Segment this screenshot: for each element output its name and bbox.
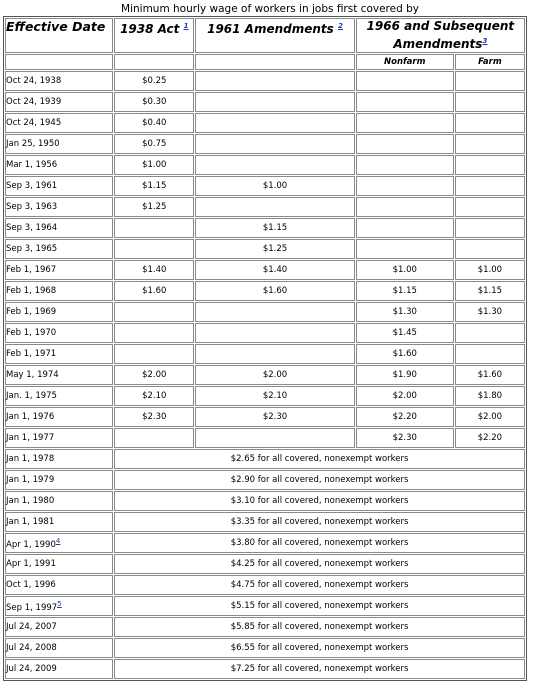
subheader-row [5, 54, 525, 70]
table-row [5, 533, 525, 553]
table-row [5, 554, 525, 574]
nonfarm-cell [356, 176, 454, 196]
effective-date-cell: Sep 3, 1961 [5, 176, 113, 196]
effective-date-cell: Jan 1, 1976 [5, 407, 113, 427]
effective-date-cell [5, 596, 113, 616]
table-row [5, 491, 525, 511]
table-row [5, 218, 525, 238]
all-covered-wage-cell: $2.65 for all covered, nonexempt workers [114, 449, 525, 469]
amend-1961-cell: $2.30 [195, 407, 354, 427]
effective-date-text: Jul 24, 2009 [6, 664, 57, 674]
farm-cell: $2.20 [455, 428, 525, 448]
farm-cell: $1.15 [455, 281, 525, 301]
all-covered-wage-cell: $5.15 for all covered, nonexempt workers [114, 596, 525, 616]
act-1938-cell [114, 239, 194, 259]
table-row [5, 134, 525, 154]
nonfarm-cell [356, 134, 454, 154]
farm-cell: $2.00 [455, 407, 525, 427]
all-covered-wage-cell: $3.80 for all covered, nonexempt workers [114, 533, 525, 553]
act-1938-cell: $2.30 [114, 407, 194, 427]
amend-1961-cell [195, 155, 354, 175]
table-row [5, 617, 525, 637]
table-row [5, 281, 525, 301]
act-1938-cell [114, 323, 194, 343]
effective-date-cell: May 1, 1974 [5, 365, 113, 385]
act-1938-cell: $0.25 [114, 71, 194, 91]
table-row [5, 92, 525, 112]
table-row [5, 176, 525, 196]
effective-date-text: Jan 1, 1980 [6, 496, 55, 506]
effective-date-text: Apr 1, 1991 [6, 559, 56, 569]
act-1938-cell: $0.30 [114, 92, 194, 112]
nonfarm-cell: $1.45 [356, 323, 454, 343]
header-effective-date: Effective Date [5, 18, 113, 53]
nonfarm-cell: $1.90 [356, 365, 454, 385]
effective-date-cell [5, 533, 113, 553]
amend-1961-cell [195, 134, 354, 154]
effective-date-cell [5, 554, 113, 574]
effective-date-text: Oct 1, 1996 [6, 580, 56, 590]
table-row [5, 71, 525, 91]
effective-date-cell [5, 575, 113, 595]
effective-date-cell [5, 512, 113, 532]
all-covered-wage-cell: $4.75 for all covered, nonexempt workers [114, 575, 525, 595]
table-row [5, 470, 525, 490]
effective-date-cell: Jan 25, 1950 [5, 134, 113, 154]
all-covered-wage-cell: $3.35 for all covered, nonexempt workers [114, 512, 525, 532]
farm-cell [455, 134, 525, 154]
effective-date-cell: Sep 3, 1965 [5, 239, 113, 259]
all-covered-wage-cell: $5.85 for all covered, nonexempt workers [114, 617, 525, 637]
farm-cell [455, 323, 525, 343]
effective-date-cell: Feb 1, 1969 [5, 302, 113, 322]
act-1938-cell: $2.00 [114, 365, 194, 385]
table-caption: Minimum hourly wage of workers in jobs first covered by [121, 3, 419, 15]
nonfarm-cell: $1.60 [356, 344, 454, 364]
effective-date-text: Jan 1, 1979 [6, 475, 55, 485]
amend-1961-cell [195, 197, 354, 217]
effective-date-text: Apr 1, 1990 [6, 539, 56, 550]
table-row [5, 575, 525, 595]
table-row [5, 449, 525, 469]
effective-date-cell: Sep 3, 1963 [5, 197, 113, 217]
effective-date-cell: Mar 1, 1956 [5, 155, 113, 175]
effective-date-cell: Feb 1, 1968 [5, 281, 113, 301]
all-covered-wage-cell: $6.55 for all covered, nonexempt workers [114, 638, 525, 658]
table-row [5, 659, 525, 679]
nonfarm-cell [356, 239, 454, 259]
table-row [5, 302, 525, 322]
farm-cell [455, 113, 525, 133]
effective-date-text: Jan 1, 1981 [6, 517, 55, 527]
minimum-wage-table [3, 16, 527, 681]
act-1938-cell [114, 218, 194, 238]
table-row [5, 197, 525, 217]
table-row [5, 386, 525, 406]
table-row [5, 365, 525, 385]
footnote-link-1[interactable]: 1 [183, 22, 189, 30]
table-row [5, 323, 525, 343]
amend-1961-cell: $2.00 [195, 365, 354, 385]
header-1938-act: 1938 Act $^1$ [114, 18, 194, 53]
all-covered-wage-cell: $3.10 for all covered, nonexempt workers [114, 491, 525, 511]
nonfarm-cell [356, 113, 454, 133]
table-row [5, 428, 525, 448]
effective-date-cell [5, 638, 113, 658]
effective-date-cell: Oct 24, 1939 [5, 92, 113, 112]
farm-cell: $1.30 [455, 302, 525, 322]
amend-1961-cell [195, 92, 354, 112]
farm-cell [455, 71, 525, 91]
table-row [5, 155, 525, 175]
header-farm: Farm [455, 54, 525, 70]
nonfarm-cell: $1.00 [356, 260, 454, 280]
farm-cell [455, 92, 525, 112]
nonfarm-cell: $1.15 [356, 281, 454, 301]
nonfarm-cell [356, 155, 454, 175]
nonfarm-cell [356, 218, 454, 238]
amend-1961-cell: $1.60 [195, 281, 354, 301]
table-row [5, 512, 525, 532]
act-1938-cell [114, 302, 194, 322]
header-1966-amendments: 1966 and Subsequent Amendments$^3$ [356, 18, 525, 53]
farm-cell: $1.60 [455, 365, 525, 385]
act-1938-cell: $0.75 [114, 134, 194, 154]
effective-date-cell: Feb 1, 1967 [5, 260, 113, 280]
table-row [5, 596, 525, 616]
act-1938-cell: $1.15 [114, 176, 194, 196]
nonfarm-cell [356, 197, 454, 217]
effective-date-cell: Oct 24, 1945 [5, 113, 113, 133]
effective-date-cell: Jan. 1, 1975 [5, 386, 113, 406]
footnote-link-3[interactable]: 3 [482, 37, 488, 45]
act-1938-cell: $2.10 [114, 386, 194, 406]
farm-cell [455, 176, 525, 196]
farm-cell: $1.00 [455, 260, 525, 280]
effective-date-cell: Feb 1, 1970 [5, 323, 113, 343]
amend-1961-cell [195, 113, 354, 133]
table-row [5, 638, 525, 658]
farm-cell [455, 218, 525, 238]
farm-cell [455, 239, 525, 259]
footnote-link-5[interactable]: 5 [57, 599, 62, 608]
farm-cell: $1.80 [455, 386, 525, 406]
farm-cell [455, 197, 525, 217]
act-1938-cell: $1.60 [114, 281, 194, 301]
all-covered-wage-cell: $7.25 for all covered, nonexempt workers [114, 659, 525, 679]
act-1938-cell: $1.25 [114, 197, 194, 217]
amend-1961-cell [195, 428, 354, 448]
table-row [5, 239, 525, 259]
amend-1961-cell: $1.00 [195, 176, 354, 196]
act-1938-cell: $0.40 [114, 113, 194, 133]
effective-date-cell [5, 617, 113, 637]
effective-date-cell [5, 449, 113, 469]
act-1938-cell [114, 344, 194, 364]
footnote-link-2[interactable]: 2 [338, 22, 343, 30]
effective-date-cell [5, 659, 113, 679]
act-1938-cell: $1.00 [114, 155, 194, 175]
effective-date-cell: Jan 1, 1977 [5, 428, 113, 448]
table-row [5, 260, 525, 280]
table-row [5, 344, 525, 364]
act-1938-cell [114, 428, 194, 448]
nonfarm-cell [356, 92, 454, 112]
amend-1961-cell: $1.25 [195, 239, 354, 259]
footnote-link-4[interactable]: 4 [55, 536, 61, 545]
effective-date-cell [5, 491, 113, 511]
act-1938-cell: $1.40 [114, 260, 194, 280]
nonfarm-cell [356, 71, 454, 91]
effective-date-text: Sep 1, 1997 [6, 602, 58, 613]
amend-1961-cell [195, 71, 354, 91]
amend-1961-cell [195, 302, 354, 322]
amend-1961-cell: $2.10 [195, 386, 354, 406]
nonfarm-cell: $1.30 [356, 302, 454, 322]
amend-1961-cell: $1.40 [195, 260, 354, 280]
table-row [5, 113, 525, 133]
header-nonfarm: Nonfarm [356, 54, 454, 70]
effective-date-cell: Sep 3, 1964 [5, 218, 113, 238]
nonfarm-cell: $2.00 [356, 386, 454, 406]
effective-date-text: Jul 24, 2008 [6, 643, 57, 653]
all-covered-wage-cell: $2.90 for all covered, nonexempt workers [114, 470, 525, 490]
table-row [5, 407, 525, 427]
amend-1961-cell [195, 344, 354, 364]
table-body [5, 71, 525, 679]
amend-1961-cell: $1.15 [195, 218, 354, 238]
effective-date-text: Jan 1, 1978 [6, 454, 55, 464]
nonfarm-cell: $2.20 [356, 407, 454, 427]
all-covered-wage-cell: $4.25 for all covered, nonexempt workers [114, 554, 525, 574]
header-1961-amendments: 1961 Amendments $^2$ [195, 18, 354, 53]
farm-cell [455, 155, 525, 175]
farm-cell [455, 344, 525, 364]
effective-date-cell: Oct 24, 1938 [5, 71, 113, 91]
effective-date-text: Jul 24, 2007 [6, 622, 57, 632]
header-row [5, 18, 525, 53]
amend-1961-cell [195, 323, 354, 343]
effective-date-cell [5, 470, 113, 490]
nonfarm-cell: $2.30 [356, 428, 454, 448]
effective-date-cell: Feb 1, 1971 [5, 344, 113, 364]
